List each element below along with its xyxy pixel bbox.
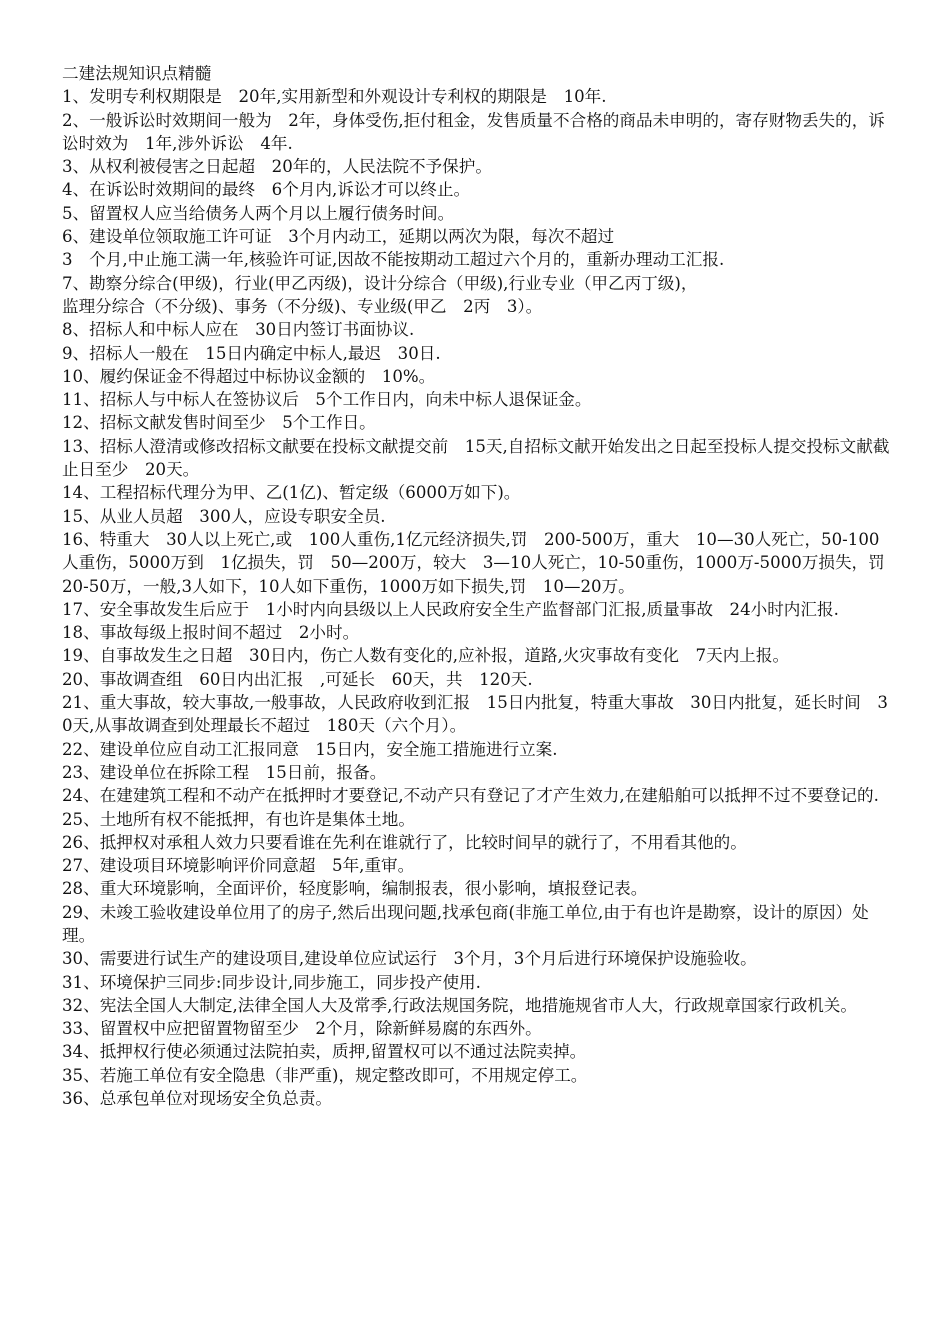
line-12: 12、招标文献发售时间至少 5个工作日。 [62, 413, 376, 433]
line-4: 4、在诉讼时效期间的最终 6个月内,诉讼才可以终止。 [62, 180, 471, 200]
line-7: 7、勘察分综合(甲级)，行业(甲乙丙级)，设计分综合（甲级),行业专业（甲乙丙丁级)， [62, 273, 698, 293]
line-26: 26、抵押权对承租人效力只要看谁在先利在谁就行了，比较时间早的就行了，不用看其他的。 [62, 832, 747, 852]
line-9: 9、招标人一般在 15日内确定中标人,最迟 30日. [62, 343, 441, 363]
line-29: 29、未竣工验收建设单位用了的房子,然后出现问题,找承包商(非施工单位,由于有也许是勘察，设计的原因）处理。 [62, 902, 869, 945]
line-10: 10、履约保证金不得超过中标协议金额的 10%。 [62, 366, 436, 386]
line-33: 33、留置权中应把留置物留至少 2个月，除新鲜易腐的东西外。 [62, 1019, 542, 1039]
line-25: 25、土地所有权不能抵押，有也许是集体土地。 [62, 809, 415, 829]
line-31: 31、环境保护三同步:同步设计,同步施工，同步投产使用. [62, 972, 481, 992]
line-15: 15、从业人员超 300人，应设专职安全员. [62, 506, 386, 526]
line-36: 36、总承包单位对现场安全负总责。 [62, 1089, 333, 1109]
line-28: 28、重大环境影响，全面评价，轻度影响，编制报表，很小影响，填报登记表。 [62, 879, 648, 899]
line-8: 8、招标人和中标人应在 30日内签订书面协议. [62, 320, 415, 340]
line-1: 1、发明专利权期限是 20年,实用新型和外观设计专利权的期限是 10年. [62, 87, 607, 107]
line-35: 35、若施工单位有安全隐患（非严重)，规定整改即可，不用规定停工。 [62, 1065, 588, 1085]
line-19: 19、自事故发生之日超 30日内，伤亡人数有变化的,应补报，道路,火灾事故有变化 7天内上报。 [62, 646, 790, 666]
line-20: 20、事故调查组 60日内出汇报 ,可延长 60天，共 120天. [62, 669, 533, 689]
line-11: 11、招标人与中标人在签协议后 5个工作日内，向未中标人退保证金。 [62, 390, 592, 410]
document-title: 二建法规知识点精髓 [62, 64, 212, 83]
line-13: 13、招标人澄清或修改招标文献要在投标文献提交前 15天,自招标文献开始发出之日起至投标人提交投标文献截止日至少 20天。 [62, 436, 890, 480]
document-body [62, 62, 902, 1110]
line-17: 17、安全事故发生后应于 1小时内向县级以上人民政府安全生产监督部门汇报,质量事故 24小时内汇报. [62, 599, 839, 619]
line-34: 34、抵押权行使必须通过法院拍卖，质押,留置权可以不通过法院卖掉。 [62, 1042, 587, 1062]
line-22: 22、建设单位应自动工汇报同意 15日内，安全施工措施进行立案. [62, 739, 558, 759]
line-18: 18、事故每级上报时间不超过 2小时。 [62, 623, 360, 643]
line-2: 2、一般诉讼时效期间一般为 2年，身体受伤,拒付租金，发售质量不合格的商品未申明的，寄存财物丢失的，诉讼时效为 1年,涉外诉讼 4年. [62, 110, 885, 153]
line-3: 3、从权利被侵害之日起超 20年的，人民法院不予保护。 [62, 157, 492, 177]
line-6: 6、建设单位领取施工许可证 3个月内动工，延期以两次为限，每次不超过 [62, 227, 615, 247]
line-27: 27、建设项目环境影响评价同意超 5年,重审。 [62, 856, 415, 876]
line-6-cont: 3 个月,中止施工满一年,核验许可证,因故不能按期动工超过六个月的，重新办理动工汇报. [62, 250, 725, 270]
line-24: 24、在建建筑工程和不动产在抵押时才要登记,不动产只有登记了才产生效力,在建船舶可以抵押不过不要登记的. [62, 786, 879, 806]
line-16: 16、特重大 30人以上死亡,或 100人重伤,1亿元经济损失,罚 200-500万，重大 10—30人死亡，50-100人重伤，5000万到 1亿损失，罚 50—200万，较大 3—10人死亡，10-50重伤，1000万-5000万损失，罚 20-50万，一般,3人如下，10人如下重伤，1000万如下损失,罚 10—20万。 [62, 529, 902, 596]
line-30: 30、需要进行试生产的建设项目,建设单位应试运行 3个月，3个月后进行环境保护设施验收。 [62, 949, 757, 969]
line-23: 23、建设单位在拆除工程 15日前，报备。 [62, 762, 387, 782]
line-5: 5、留置权人应当给债务人两个月以上履行债务时间。 [62, 203, 455, 223]
line-7-cont: 监理分综合（不分级)、事务（不分级)、专业级(甲乙 2丙 3）。 [62, 296, 543, 316]
line-21: 21、重大事故，较大事故,一般事故，人民政府收到汇报 15日内批复，特重大事故 30日内批复，延长时间 30天,从事故调查到处理最长不超过 180天（六个月）。 [62, 693, 888, 736]
line-32: 32、宪法全国人大制定,法律全国人大及常季,行政法规国务院，地措施规省市人大，行政规章国家行政机关。 [62, 995, 857, 1015]
line-14: 14、工程招标代理分为甲、乙(1亿)、暂定级（6000万如下)。 [62, 483, 521, 503]
